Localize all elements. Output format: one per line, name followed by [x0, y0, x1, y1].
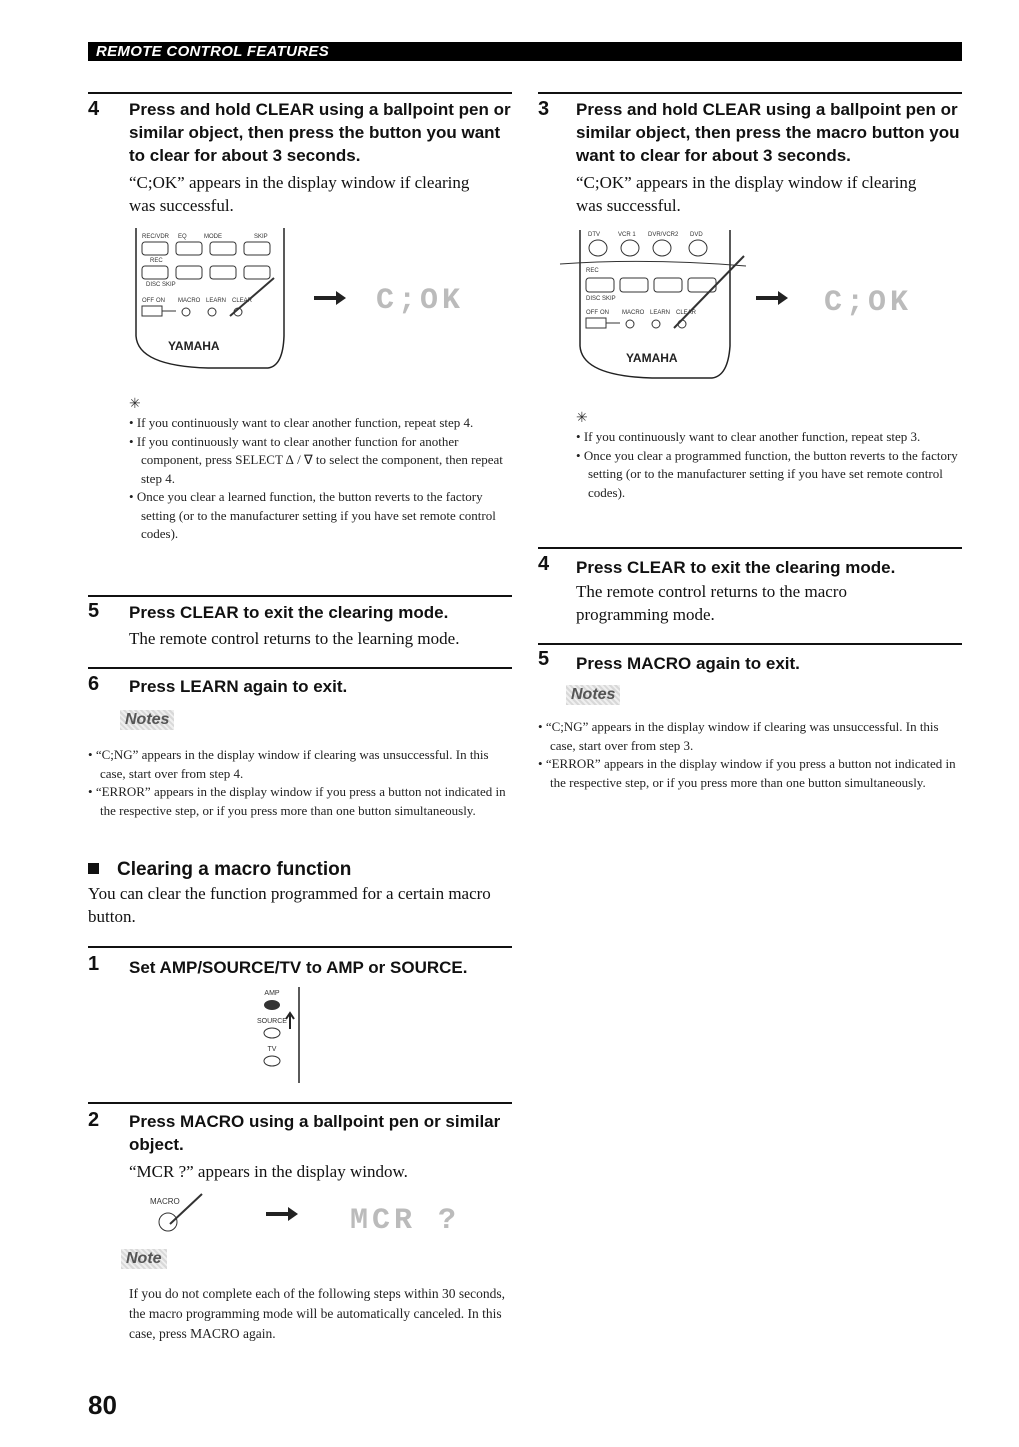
button-label: SKIP	[254, 234, 268, 240]
button-label: DISC SKIP	[146, 282, 176, 288]
amp-source-switch-illustration	[254, 985, 324, 1085]
button-label: REC/VDR	[142, 234, 170, 240]
button-label: OFF	[142, 298, 154, 304]
button-label: ON	[156, 298, 165, 304]
tips-list	[129, 414, 507, 544]
section-heading	[88, 859, 351, 881]
display-window-text: C;OK	[824, 286, 913, 320]
list-item: • “C;NG” appears in the display window if clearing was unsuccessful. In this case, start over from step 4.	[88, 747, 489, 781]
macro-button-label: MACRO	[150, 1197, 180, 1206]
step-number: 4	[538, 553, 550, 575]
notes-list	[538, 718, 958, 792]
notes-heading: Notes	[566, 685, 620, 705]
button-label: REC	[586, 268, 599, 274]
square-bullet-icon	[88, 863, 99, 874]
arrow-right-icon	[756, 291, 788, 305]
step-number: 3	[538, 98, 550, 120]
step-title: Press MACRO again to exit.	[576, 654, 800, 673]
section-header-bar	[88, 42, 962, 61]
step-title: Press CLEAR to exit the clearing mode.	[576, 558, 896, 577]
step-title: Press CLEAR to exit the clearing mode.	[129, 603, 449, 622]
section-body: You can clear the function programmed for a certain macro button.	[88, 884, 491, 926]
step-title: Press MACRO using a ballpoint pen or similar object.	[129, 1112, 501, 1154]
step-number: 4	[88, 98, 100, 120]
button-label: LEARN	[650, 310, 671, 316]
button-label: MACRO	[622, 310, 645, 316]
button-label: MODE	[204, 234, 222, 240]
source-label: DVD	[690, 232, 703, 238]
list-item: • “ERROR” appears in the display window if you press a button not indicated in the respective step, or if you press more than one button simultaneously.	[538, 756, 956, 790]
step-divider	[88, 595, 512, 597]
step-body: The remote control returns to the macro programming mode.	[576, 582, 847, 624]
display-window-text: MCR ?	[350, 1204, 461, 1238]
tip-icon: ✳	[129, 397, 141, 412]
step-divider	[88, 1102, 512, 1104]
notes-list	[88, 746, 508, 820]
button-label: LEARN	[206, 298, 227, 304]
step-divider	[88, 667, 512, 669]
list-item: • “ERROR” appears in the display window if you press a button not indicated in the respective step, or if you press more than one button simultaneously.	[88, 784, 506, 818]
step-body: “MCR ?” appears in the display window.	[129, 1162, 408, 1181]
list-item: • Once you clear a programmed function, the button reverts to the factory setting (or to the manufacturer setting if you have set remote control codes).	[576, 447, 958, 500]
display-window-text: C;OK	[376, 284, 465, 318]
note-text: If you do not complete each of the following steps within 30 seconds, the macro programming mode will be automatically canceled. In this case, press MACRO again.	[129, 1286, 506, 1341]
step-divider	[538, 643, 962, 645]
step-divider	[88, 946, 512, 948]
step-divider	[538, 547, 962, 549]
step-divider	[88, 92, 512, 94]
tip-icon: ✳	[576, 411, 588, 426]
page-number: 80	[88, 1390, 117, 1420]
list-item: • “C;NG” appears in the display window if clearing was unsuccessful. In this case, start over from step 3.	[538, 719, 939, 753]
remote-clear-illustration	[128, 226, 498, 376]
button-label: OFF	[586, 310, 598, 316]
step-body: The remote control returns to the learning mode.	[129, 629, 460, 648]
list-item: • If you continuously want to clear another function for another component, press SELECT ∆ / ∇ to select the component, then repeat step 4.	[129, 433, 503, 486]
step-number: 6	[88, 673, 100, 695]
macro-press-illustration	[140, 1190, 470, 1245]
section-title: Clearing a macro function	[117, 859, 352, 880]
source-label: DVR/VCR2	[648, 232, 679, 238]
button-label: DISC SKIP	[586, 296, 616, 302]
step-number: 5	[88, 600, 100, 622]
section-header-label: REMOTE CONTROL FEATURES	[96, 43, 330, 60]
step-divider	[538, 92, 962, 94]
brand-logo: YAMAHA	[626, 351, 678, 365]
step-body: “C;OK” appears in the display window if clearing was successful.	[129, 173, 470, 215]
arrow-up-icon	[286, 1013, 294, 1029]
arrow-right-icon	[314, 291, 346, 305]
source-label: VCR 1	[618, 232, 636, 238]
source-label: DTV	[588, 232, 600, 238]
step-title: Press and hold CLEAR using a ballpoint pen or similar object, then press the button you want to clear for about 3 seconds.	[129, 100, 511, 165]
list-item: • If you continuously want to clear another function, repeat step 3.	[576, 429, 921, 444]
switch-label: SOURCE	[257, 1018, 287, 1025]
switch-label: AMP	[264, 990, 280, 997]
button-label: CLEAR	[676, 310, 697, 316]
button-label: CLEAR	[232, 298, 253, 304]
step-title: Press and hold CLEAR using a ballpoint pen or similar object, then press the macro button you want to clear for about 3 seconds.	[576, 100, 960, 165]
button-label: ON	[600, 310, 609, 316]
button-label: EQ	[178, 234, 187, 240]
list-item: • If you continuously want to clear another function, repeat step 4.	[129, 415, 474, 430]
button-label: REC	[150, 258, 163, 264]
list-item: • Once you clear a learned function, the button reverts to the factory setting (or to the manufacturer setting if you have set remote control codes).	[129, 489, 496, 541]
step-title: Press LEARN again to exit.	[129, 677, 348, 696]
switch-label: TV	[267, 1046, 277, 1053]
button-label: MACRO	[178, 298, 201, 304]
note-heading: Note	[121, 1249, 167, 1269]
tips-list	[576, 428, 961, 502]
arrow-right-icon	[266, 1207, 298, 1221]
brand-logo: YAMAHA	[168, 339, 220, 353]
remote-macro-clear-illustration	[556, 226, 956, 384]
step-number: 2	[88, 1109, 100, 1131]
step-number: 5	[538, 648, 550, 670]
step-body: “C;OK” appears in the display window if clearing was successful.	[576, 173, 917, 215]
step-number: 1	[88, 953, 100, 975]
notes-heading: Notes	[120, 710, 174, 730]
step-title: Set AMP/SOURCE/TV to AMP or SOURCE.	[129, 958, 468, 977]
